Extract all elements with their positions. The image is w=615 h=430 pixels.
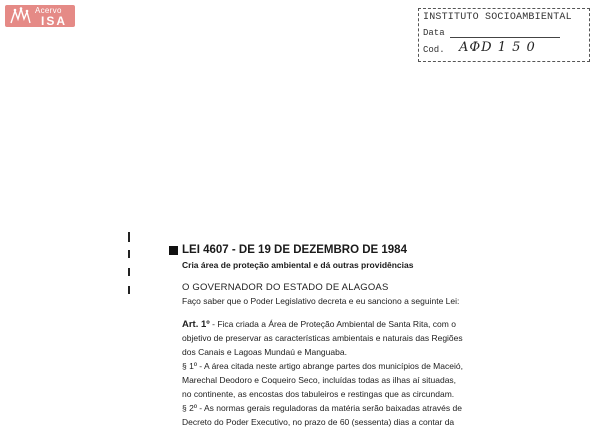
margin-mark: [128, 286, 130, 294]
stamp-code-value: AФD 1 5 0: [459, 40, 536, 55]
text-line: objetivo de preservar as características ambientais e naturais das Regiões: [182, 333, 463, 343]
title-bullet-icon: [169, 246, 178, 255]
text-line: § 2º - As normas gerais reguladoras da matéria serão baixadas através de: [182, 403, 462, 413]
margin-mark: [128, 268, 130, 276]
article-1-label: Art. 1º: [182, 319, 210, 330]
law-subtitle: Cria área de proteção ambiental e dá outras providências: [182, 260, 414, 270]
governor-heading: O GOVERNADOR DO ESTADO DE ALAGOAS: [182, 282, 389, 293]
margin-mark: [128, 232, 130, 242]
text-line: Marechal Deodoro e Coqueiro Seco, incluídas todas as ilhas aí situadas,: [182, 375, 457, 385]
margin-mark: [128, 250, 130, 258]
stamp-code-row: [423, 45, 445, 55]
stamp-date-label: Data: [423, 28, 445, 38]
article-1-text: - Fica criada a Área de Proteção Ambiental de Santa Rita, com o: [209, 319, 456, 329]
logo-figures-icon: [9, 7, 31, 25]
logo-text-isa: ISA: [41, 14, 68, 28]
archive-stamp: [418, 8, 590, 62]
title-row: [169, 244, 615, 258]
law-document: [169, 244, 615, 427]
text-line: § 1º - A área citada neste artigo abrange partes dos municípios de Maceió,: [182, 361, 463, 371]
text-line: Decreto do Poder Executivo, no prazo de 60 (sessenta) dias a contar da: [182, 417, 455, 427]
article-1-line: [182, 319, 456, 330]
stamp-date-line: [450, 29, 560, 38]
acervo-isa-logo: [5, 5, 75, 27]
law-title: LEI 4607 - DE 19 DE DEZEMBRO DE 1984: [182, 244, 407, 256]
text-line: no continente, as encostas dos tabuleiros e restingas que as circundam.: [182, 389, 455, 399]
text-line: dos Canais e Lagoas Mundaú e Manguaba.: [182, 347, 347, 357]
stamp-code-label: Cod.: [423, 45, 445, 55]
stamp-organization: INSTITUTO SOCIOAMBIENTAL: [423, 12, 572, 23]
logo-text-acervo: Acervo: [35, 6, 62, 15]
stamp-date-row: [423, 28, 560, 38]
preamble-text: Faço saber que o Poder Legislativo decreta e eu sanciono a seguinte Lei:: [182, 296, 460, 306]
